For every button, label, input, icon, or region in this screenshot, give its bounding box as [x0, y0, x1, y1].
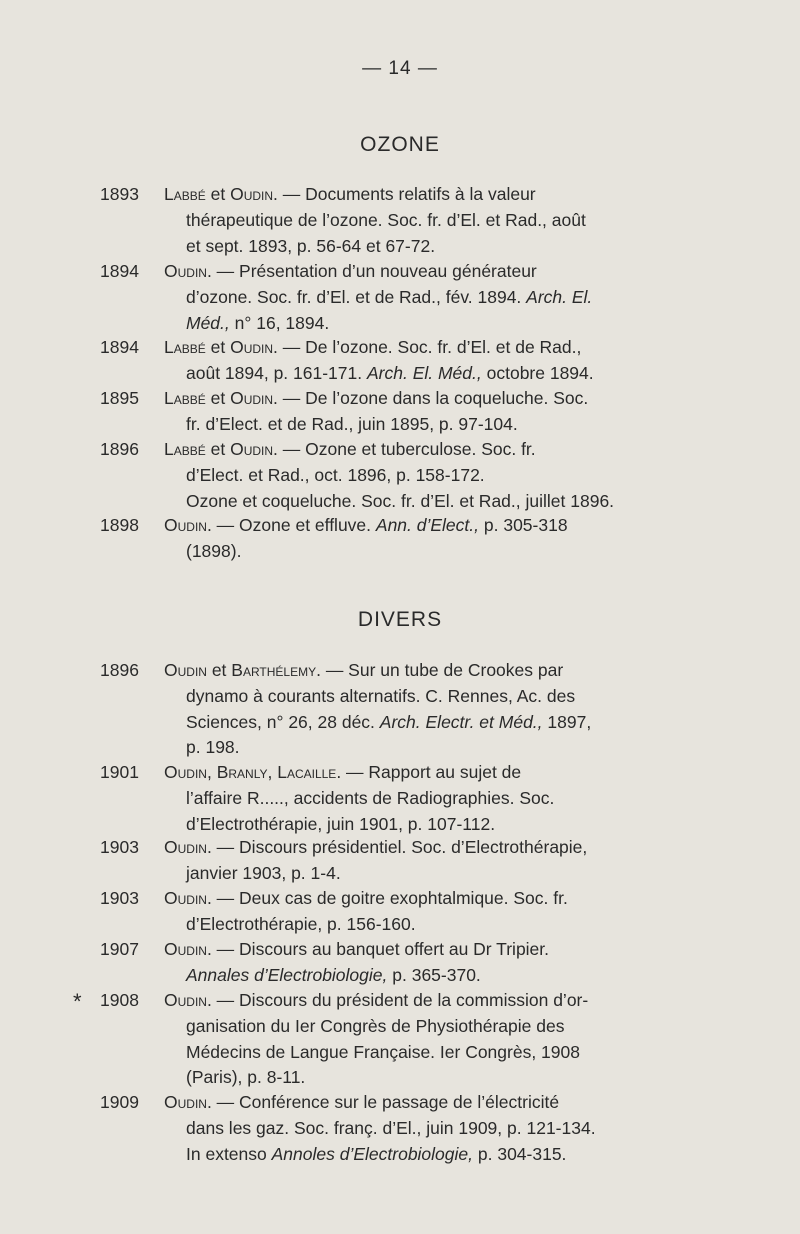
entry-text: et	[205, 388, 231, 408]
entry-line	[164, 436, 704, 462]
entry-text: ganisation du Ier Congrès de Physiothérapie des	[186, 1015, 565, 1036]
entry-line	[164, 936, 704, 962]
entry-text: et	[205, 184, 231, 204]
entry-year: 1896	[100, 660, 139, 680]
entry-line	[186, 709, 704, 735]
entry-text: p. 365-370.	[387, 964, 481, 985]
entry-line	[164, 885, 704, 911]
entry-line	[164, 1089, 704, 1115]
entry-year: 1894	[100, 337, 139, 357]
entry-line	[186, 734, 704, 760]
author-name: Labbé	[164, 388, 206, 408]
author-name: Oudin	[164, 1092, 207, 1112]
section-heading: OZONE	[360, 133, 440, 156]
author-name: Oudin	[230, 337, 274, 357]
entry-text: In extenso	[186, 1143, 272, 1164]
entry-text: n° 16, 1894.	[229, 312, 330, 333]
entry-line	[186, 911, 704, 937]
entry-text: . — Ozone et tuberculose. Soc. fr.	[273, 439, 536, 459]
entry-line	[186, 1115, 704, 1141]
entry-line	[186, 488, 704, 514]
entry-year: 1903	[100, 837, 139, 857]
entry-line	[164, 759, 704, 785]
entry-text: 1897,	[542, 711, 592, 732]
journal-title: Arch. Electr. et Méd.,	[379, 711, 543, 732]
entry-text: et sept. 1893, p. 56-64 et 67-72.	[186, 235, 436, 256]
entry-line	[164, 657, 704, 683]
entry-text: d’Electrothérapie, juin 1901, p. 107-112.	[186, 813, 496, 834]
author-name: Oudin	[164, 261, 207, 281]
author-name: Oudin	[230, 439, 274, 459]
section-heading: DIVERS	[357, 608, 443, 631]
entry-line	[186, 683, 704, 709]
entry-text: (1898).	[186, 540, 242, 561]
author-name: Oudin	[164, 515, 207, 535]
entry-line	[186, 360, 704, 386]
entry-year: 1901	[100, 762, 139, 782]
entry-text: thérapeutique de l’ozone. Soc. fr. d’El. et Rad., août	[186, 209, 586, 230]
author-name: Barthélemy	[231, 660, 317, 680]
author-name: Labbé	[164, 439, 206, 459]
entry-line	[164, 181, 704, 207]
entry-year: 1894	[100, 261, 139, 281]
entry-line	[164, 334, 704, 360]
entry-text: dynamo à courants alternatifs. C. Rennes, Ac. des	[186, 685, 576, 706]
entry-text: p. 198.	[186, 737, 240, 758]
entry-line	[186, 207, 704, 233]
entry-text: . — Conférence sur le passage de l’électricité	[206, 1092, 560, 1112]
journal-title: Arch. El. Méd.,	[366, 362, 482, 383]
entry-line	[186, 1039, 704, 1065]
entry-line	[186, 310, 704, 336]
entry-text: (Paris), p. 8-11.	[186, 1067, 306, 1088]
page-number: — 14 —	[362, 58, 438, 79]
entry-text: dans les gaz. Soc. franç. d’El., juin 1909, p. 121-134.	[186, 1117, 596, 1138]
entry-text: ,	[267, 762, 278, 782]
entry-year: 1908	[100, 990, 139, 1010]
entry-line	[186, 1064, 704, 1090]
journal-title: Méd.,	[186, 312, 230, 333]
author-name: Branly	[216, 762, 268, 782]
entry-line	[186, 411, 704, 437]
entry-line	[186, 811, 704, 837]
entry-year: 1907	[100, 939, 139, 959]
entry-text: . — Documents relatifs à la valeur	[273, 184, 536, 204]
entry-text: . — Discours au banquet offert au Dr Tripier.	[206, 939, 550, 959]
asterisk-mark: *	[73, 989, 82, 1014]
entry-text: Médecins de Langue Française. Ier Congrès, 1908	[186, 1041, 580, 1062]
entry-line	[164, 834, 704, 860]
entry-line	[186, 284, 704, 310]
entry-text: . — De l’ozone. Soc. fr. d’El. et de Rad.,	[273, 337, 582, 357]
journal-title: Ann. d’Elect.,	[375, 515, 480, 535]
entry-year: 1895	[100, 388, 139, 408]
entry-text: . — Deux cas de goitre exophtalmique. Soc. fr.	[206, 888, 568, 908]
entry-text: . — Sur un tube de Crookes par	[316, 660, 564, 680]
entry-line	[164, 512, 704, 538]
author-name: Oudin	[164, 660, 207, 680]
author-name: Labbé	[164, 184, 206, 204]
entry-text: ,	[206, 762, 217, 782]
entry-year: 1893	[100, 184, 139, 204]
entry-text: . — Discours du président de la commission d’or-	[206, 990, 589, 1010]
entry-line	[164, 385, 704, 411]
entry-text: et	[205, 439, 231, 459]
author-name: Oudin	[230, 184, 274, 204]
entry-text: d’ozone. Soc. fr. d’El. et de Rad., fév. 1894.	[186, 286, 527, 307]
entry-text: . — Présentation d’un nouveau générateur	[206, 261, 537, 281]
author-name: Oudin	[230, 388, 274, 408]
entry-line	[164, 987, 704, 1013]
entry-line	[186, 785, 704, 811]
entry-text: . — Ozone et effluve.	[206, 515, 376, 535]
entry-text: et	[205, 337, 231, 357]
entry-text: p. 304-315.	[473, 1143, 567, 1164]
entry-text: d’Elect. et Rad., oct. 1896, p. 158-172.	[186, 464, 485, 485]
entry-text: janvier 1903, p. 1-4.	[186, 862, 341, 883]
entry-line	[186, 962, 704, 988]
entry-line	[186, 1141, 704, 1167]
entry-text: août 1894, p. 161-171.	[186, 362, 367, 383]
entry-line	[186, 538, 704, 564]
entry-text: p. 305-318	[479, 515, 568, 535]
author-name: Oudin	[164, 837, 207, 857]
entry-year: 1898	[100, 515, 139, 535]
author-name: Lacaille	[277, 762, 337, 782]
journal-title: Annales d’Electrobiologie,	[186, 964, 388, 985]
entry-text: . — Rapport au sujet de	[336, 762, 522, 782]
author-name: Labbé	[164, 337, 206, 357]
entry-text: l’affaire R....., accidents de Radiographies. Soc.	[186, 787, 555, 808]
journal-title: Arch. El.	[526, 286, 593, 307]
entry-year: 1909	[100, 1092, 139, 1112]
author-name: Oudin	[164, 990, 207, 1010]
entry-text: d’Electrothérapie, p. 156-160.	[186, 913, 416, 934]
author-name: Oudin	[164, 939, 207, 959]
entry-text: et	[206, 660, 232, 680]
entry-text: octobre 1894.	[481, 362, 594, 383]
entry-text: fr. d’Elect. et de Rad., juin 1895, p. 97-104.	[186, 413, 518, 434]
author-name: Oudin	[164, 888, 207, 908]
entry-year: 1896	[100, 439, 139, 459]
entry-year: 1903	[100, 888, 139, 908]
journal-title: Annoles d’Electrobiologie,	[271, 1143, 474, 1164]
entry-text: Ozone et coqueluche. Soc. fr. d’El. et Rad., juillet 1896.	[186, 490, 615, 511]
entry-text: . — De l’ozone dans la coqueluche. Soc.	[273, 388, 589, 408]
author-name: Oudin	[164, 762, 207, 782]
entry-line	[186, 860, 704, 886]
entry-text: Sciences, n° 26, 28 déc.	[186, 711, 380, 732]
entry-line	[186, 233, 704, 259]
entry-text: . — Discours présidentiel. Soc. d’Electrothérapie,	[206, 837, 588, 857]
entry-line	[186, 462, 704, 488]
entry-line	[164, 258, 704, 284]
entry-line	[186, 1013, 704, 1039]
